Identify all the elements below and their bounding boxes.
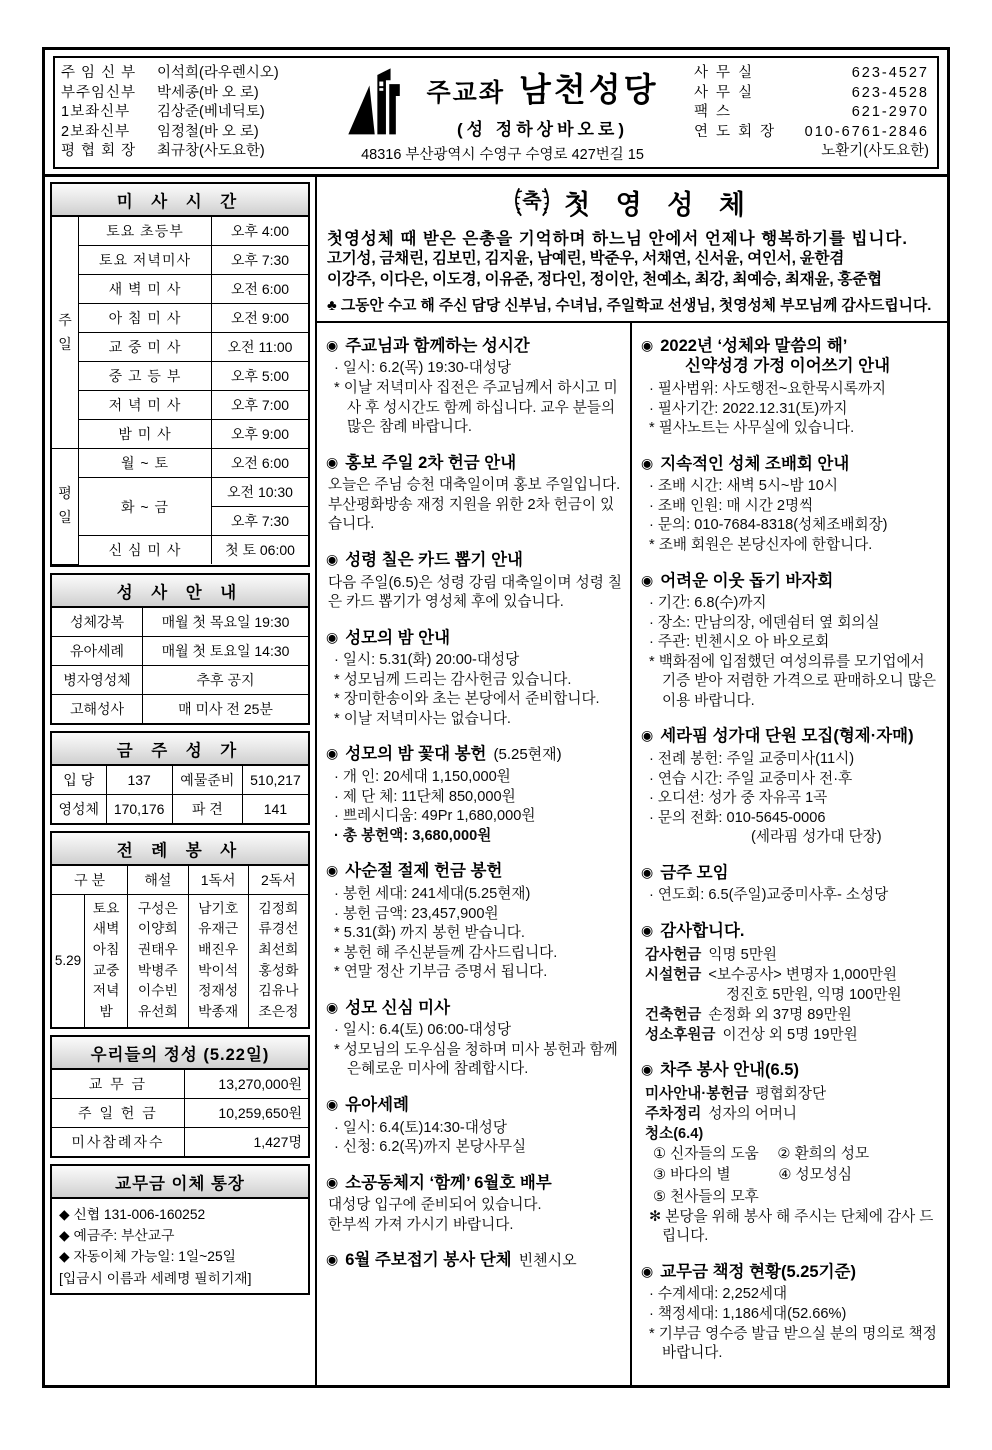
notice-title: 2022년 ‘성체와 말씀의 해’ — [660, 336, 848, 355]
reader2-list — [248, 894, 308, 1027]
reader: 유재근 — [198, 921, 239, 937]
notice-bullet-icon: ◉ — [326, 998, 339, 1015]
notice-line: · 필사기간: 2022.12.31(토)까지 — [649, 400, 848, 417]
hymns-table — [52, 766, 308, 823]
mass-time: 첫 토 06:00 — [212, 536, 309, 565]
service-assignment — [641, 1124, 939, 1144]
notice-marian-night — [326, 628, 622, 730]
notice-line: · 일시: 6.4(토)14:30-대성당 — [334, 1119, 507, 1136]
church-logo-icon — [347, 65, 413, 139]
notice-title: 사순절 절제 헌금 봉헌 — [345, 862, 503, 881]
sacrament-name: 유아세례 — [52, 636, 143, 665]
donation-detail: 익명 5만원 — [708, 946, 777, 963]
notice-line: * 이날 저녁미사는 없습니다. — [334, 710, 511, 727]
mass-schedule-title: 미 사 시 간 — [52, 184, 308, 217]
column-header: 2독서 — [248, 866, 308, 895]
service-slot: 토요 — [92, 900, 120, 916]
first-communion-names-line2: 이강주, 이다은, 이도경, 이유준, 정다인, 정이안, 천예소, 최강, 최예승, 최재윤, 홍준협 — [327, 270, 882, 288]
contact-label — [694, 142, 821, 162]
hymn-slot: 예물준비 — [172, 766, 242, 795]
notice-thanks-donations — [641, 921, 939, 1045]
hymn-number: 137 — [106, 766, 172, 795]
mass-name: 중 고 등 부 — [79, 362, 212, 391]
sacrament-time: 추후 공지 — [143, 665, 309, 694]
column-header: 해설 — [128, 866, 188, 895]
bulletin-sheet — [42, 47, 950, 1388]
notice-bullet-icon: ◉ — [326, 1251, 339, 1268]
contact-value: 621-2970 — [851, 104, 929, 121]
notice-title: 지속적인 성체 조배회 안내 — [660, 454, 850, 473]
mass-name: 아 침 미 사 — [79, 304, 212, 333]
contact-row — [694, 123, 929, 143]
notice-title-suffix: (5.25현재) — [493, 746, 562, 764]
service-group: 평협회장단 — [755, 1085, 827, 1102]
notice-bullet-icon: ◉ — [641, 336, 654, 353]
mass-time: 오후 7:30 — [212, 246, 309, 275]
notice-line: · 신청: 6.2(목)까지 본당사무실 — [334, 1139, 527, 1156]
notice-flower-offering — [326, 744, 622, 846]
mass-name: 교 중 미 사 — [79, 333, 212, 362]
service-slot: 밤 — [99, 1003, 113, 1019]
church-patron: (성 정하상바오로) — [457, 120, 628, 139]
svg-text:축: 축 — [522, 190, 542, 213]
liturgy-service-section — [50, 831, 310, 1029]
sacraments-table — [52, 608, 308, 723]
mass-name: 화 ~ 금 — [79, 478, 212, 536]
first-communion-banner — [317, 177, 947, 323]
contact-label: 사 무 실 — [694, 65, 755, 81]
notice-bullet-icon: ◉ — [641, 921, 654, 938]
notice-title: 성모의 밤 꽃대 봉헌 — [345, 745, 487, 764]
reader: 류경선 — [258, 921, 299, 937]
notice-line: · 쁘레시디움: 49Pr 1,680,000원 — [334, 808, 536, 825]
notice-line: · 일시: 5.31(화) 20:00-대성당 — [334, 652, 520, 669]
column-header: 1독서 — [188, 866, 248, 895]
clergy-name: 이석희(라우렌시오) — [157, 65, 279, 81]
notice-line: 대성당 입구에 준비되어 있습니다. — [328, 1197, 542, 1214]
notice-inline-text: 빈첸시오 — [518, 1252, 577, 1270]
notice-title: 유아세례 — [345, 1096, 409, 1115]
contact-row — [694, 142, 929, 162]
notice-adoration — [641, 454, 939, 556]
service-slot: 저녁 — [92, 983, 120, 999]
first-communion-thanks: ♣ 그동안 수고 해 주신 담당 신부님, 수녀님, 주일학교 선생님, 첫영성체 부모님께 감사드립니다. — [327, 297, 932, 314]
notice-line: · 개 인: 20세대 1,150,000원 — [334, 769, 511, 786]
notice-lent-offering — [326, 861, 622, 982]
account-line: ◆ 예금주: 부산교구 — [59, 1228, 175, 1243]
group-label: 평일 — [52, 449, 79, 565]
notice-line: · 필사범위: 사도행전~요한묵시록까지 — [649, 381, 887, 398]
mass-time: 오전 11:00 — [212, 333, 309, 362]
notice-line: * 봉헌 해 주신분들께 감사드립니다. — [334, 944, 558, 961]
donation-type: 건축헌금 — [645, 1006, 702, 1023]
notice-tithe-status — [641, 1262, 939, 1364]
notice-line: · 문의 전화: 010-5645-0006 — [649, 809, 826, 826]
contact-value: 010-6761-2846 — [804, 123, 929, 140]
notice-line: · 연습 시간: 주일 교중미사 전·후 — [649, 770, 853, 787]
clergy-list — [61, 62, 311, 164]
reader: 남기호 — [198, 900, 239, 916]
mass-time: 오후 9:00 — [212, 420, 309, 449]
first-communion-title: 첫 영 성 체 — [564, 189, 754, 220]
donation-detail: <보수공사> 변명자 1,000만원 — [708, 966, 897, 983]
clergy-row — [61, 103, 311, 123]
donation-detail: 이건상 외 5명 19만원 — [722, 1027, 858, 1044]
notice-bullet-icon: ◉ — [641, 454, 654, 471]
service-duty: 청소(6.4) — [645, 1126, 704, 1143]
clergy-role: 평 협 회 장 — [61, 143, 137, 160]
donation-line — [641, 965, 939, 985]
church-title: 남천성당 — [518, 71, 659, 108]
notice-title: 성모의 밤 안내 — [345, 628, 451, 647]
mass-time: 오후 7:30 — [212, 507, 309, 536]
first-communion-names-line1: 고기성, 금채린, 김보민, 김지윤, 남예린, 박준우, 서채연, 신서윤, 여인서, 윤한겸 — [327, 250, 845, 267]
offerings-table — [52, 1070, 308, 1156]
notice-holy-spirit-cards — [326, 550, 622, 613]
service-group: 성자의 어머니 — [708, 1105, 798, 1122]
masthead — [311, 62, 694, 164]
service-duty: 미사안내·봉헌금 — [645, 1085, 749, 1102]
hymn-slot: 입 당 — [52, 766, 106, 795]
service-slot: 교중 — [92, 962, 120, 978]
notice-line: * 연말 정산 기부금 증명서 됩니다. — [334, 964, 548, 981]
notice-line: · 조배 인원: 매 시간 2명씩 — [649, 497, 814, 514]
main-content — [45, 174, 947, 1385]
hymn-slot: 영성체 — [52, 794, 106, 823]
reader: 배진우 — [198, 941, 239, 957]
notice-line: * 장미한송이와 초는 본당에서 준비합니다. — [334, 691, 600, 708]
contact-value: 623-4527 — [851, 65, 929, 81]
notice-line: · 주관: 빈첸시오 아 바오로회 — [649, 634, 830, 651]
notice-line: · 일시: 6.2(목) 19:30-대성당 — [334, 360, 512, 377]
notice-marian-devotion-mass — [326, 998, 622, 1080]
reader: 조은정 — [258, 1003, 299, 1019]
notice-title: 어려운 이웃 돕기 바자회 — [660, 571, 834, 590]
notice-title: 주교님과 함께하는 성시간 — [345, 336, 530, 355]
commentator: 구성은 — [137, 900, 178, 916]
commentator: 이양희 — [137, 921, 178, 937]
clergy-row — [61, 64, 311, 84]
notice-line: 한부씩 가져 가시기 바랍니다. — [328, 1216, 514, 1233]
clergy-role: 주 임 신 부 — [61, 65, 137, 81]
transfer-account-section — [50, 1164, 310, 1296]
mass-name: 저 녁 미 사 — [79, 391, 212, 420]
commentator: 권태우 — [137, 941, 178, 957]
notice-line: * 5.31(화) 까지 봉헌 받습니다. — [334, 925, 525, 942]
commentator: 이수빈 — [137, 983, 178, 999]
donation-type: 감사헌금 — [645, 946, 702, 963]
first-communion-intro: 첫영성체 때 받은 은총을 기억하며 하느님 안에서 언제나 행복하기를 빕니다. — [327, 230, 908, 248]
notice-title: 감사합니다. — [660, 921, 745, 940]
clergy-role: 2보좌신부 — [61, 123, 131, 140]
notice-bullet-icon: ◉ — [326, 628, 339, 645]
cleaning-group-line: ① 신자들의 도움 ② 환희의 성모 — [653, 1146, 870, 1163]
cleaning-group-line: ③ 바다의 별 ④ 성모성심 — [653, 1167, 852, 1184]
notice-choir-recruitment — [641, 726, 939, 847]
liturgy-service-title: 전 례 봉 사 — [52, 833, 308, 866]
notice-bullet-icon: ◉ — [326, 550, 339, 567]
clergy-row — [61, 123, 311, 143]
reader: 최선희 — [258, 941, 299, 957]
hymn-slot: 파 견 — [172, 794, 242, 823]
clergy-row — [61, 84, 311, 104]
notice-bible-transcription — [641, 336, 939, 439]
hymn-number: 170,176 — [106, 794, 172, 823]
sacrament-time: 매월 첫 토요일 14:30 — [143, 636, 309, 665]
right-column — [632, 323, 947, 1385]
donation-line — [641, 1025, 939, 1045]
group-label: 주일 — [52, 217, 79, 449]
notice-line-total: · 총 봉헌액: 3,680,000원 — [334, 827, 492, 844]
header — [53, 56, 939, 169]
offerings-section — [50, 1035, 310, 1158]
mass-time: 오후 7:00 — [212, 391, 309, 420]
notice-line: * 성모님께 드리는 감사헌금 있습니다. — [334, 671, 572, 688]
hymn-number: 141 — [242, 794, 308, 823]
notice-bullet-icon: ◉ — [326, 1096, 339, 1113]
offering-name: 미사참례자수 — [52, 1127, 184, 1156]
mass-schedule-table — [52, 217, 308, 565]
transfer-account-title: 교무금 이체 통장 — [52, 1166, 308, 1199]
mass-name: 신 심 미 사 — [79, 536, 212, 565]
service-duty: 주차정리 — [645, 1105, 702, 1122]
clergy-name: 최규창(사도요한) — [157, 143, 265, 160]
offering-amount: 1,427명 — [184, 1127, 308, 1156]
notice-line: · 제 단 체: 11단체 850,000원 — [334, 788, 516, 805]
notice-title: 홍보 주일 2차 헌금 안내 — [345, 453, 517, 472]
clergy-role: 부주임신부 — [61, 84, 137, 101]
notice-line: · 장소: 만남의장, 에덴쉼터 옆 회의실 — [649, 614, 880, 631]
notice-bullet-icon: ◉ — [326, 1173, 339, 1190]
mass-name: 토요 초등부 — [79, 217, 212, 246]
notice-line: · 문의: 010-7684-8318(성체조배회장) — [649, 517, 888, 534]
liturgy-service-table — [52, 866, 308, 1027]
reader: 홍성화 — [258, 962, 299, 978]
notice-title: 금주 모임 — [660, 863, 729, 882]
donation-line — [641, 985, 939, 1005]
notice-line: · 오디션: 성가 중 자유곡 1곡 — [649, 790, 828, 807]
donation-type: 시설헌금 — [645, 966, 702, 983]
donation-detail: 손정화 외 37명 89만원 — [708, 1006, 852, 1023]
notice-bullet-icon: ◉ — [326, 336, 339, 353]
notice-line: * 기부금 영수증 발급 받으실 분의 명의로 책정 바랍니다. — [649, 1325, 937, 1362]
notice-line: ✻ 본당을 위해 봉사 해 주시는 단체에 감사 드립니다. — [649, 1208, 934, 1245]
column-header: 구 분 — [52, 866, 128, 895]
reader: 박종재 — [198, 1003, 239, 1019]
offering-amount: 10,259,650원 — [184, 1098, 308, 1127]
mass-time: 오후 5:00 — [212, 362, 309, 391]
notice-charity-bazaar — [641, 571, 939, 712]
clergy-name: 임정철(바 오 로) — [157, 123, 259, 140]
commentator-list — [128, 894, 188, 1027]
clergy-row — [61, 142, 311, 162]
reader: 정재성 — [198, 983, 239, 999]
notice-title: 소공동체지 ‘함께’ 6월호 배부 — [345, 1173, 552, 1192]
notice-line: · 연도회: 6.5(주일)교중미사후- 소성당 — [649, 887, 889, 904]
notice-title: 차주 봉사 안내(6.5) — [660, 1061, 799, 1080]
notice-bullet-icon: ◉ — [326, 745, 339, 762]
mass-time: 오전 9:00 — [212, 304, 309, 333]
cleaning-group-line: ⑤ 천사들의 모후 — [653, 1188, 759, 1205]
notice-line: · 조배 시간: 새벽 5시~밤 10시 — [649, 478, 838, 495]
notice-bullet-icon: ◉ — [641, 1262, 654, 1279]
mass-time: 오전 6:00 — [212, 275, 309, 304]
contact-value: 노환기(사도요한) — [821, 143, 929, 160]
account-line: [입금시 이름과 세례명 필히기재] — [59, 1270, 252, 1286]
notice-line: * 필사노트는 사무실에 있습니다. — [649, 420, 855, 437]
notice-infant-baptism — [326, 1095, 622, 1158]
notice-bulletin-folding — [326, 1250, 622, 1271]
notice-title: 세라핌 성가대 단원 모집(형제·자매) — [660, 727, 914, 746]
left-column — [45, 177, 317, 1385]
contact-row — [694, 84, 929, 104]
account-line: ◆ 자동이체 가능일: 1일~25일 — [59, 1249, 236, 1265]
sacraments-section — [50, 573, 310, 725]
offerings-title: 우리들의 정성 (5.22일) — [52, 1037, 308, 1070]
notice-bullet-icon: ◉ — [641, 727, 654, 744]
notice-title: 6월 주보접기 봉사 단체 — [345, 1251, 512, 1270]
account-line: ◆ 신협 131-006-160252 — [59, 1206, 206, 1222]
church-address: 48316 부산광역시 수영구 수영로 427번길 15 — [361, 147, 644, 163]
notice-line: * 이날 저녁미사 집전은 주교님께서 하시고 미사 후 성시간도 함께 하십니다. 교우 분들의 많은 참례 바랍니다. — [334, 380, 618, 436]
middle-column — [317, 323, 632, 1385]
reader1-list — [188, 894, 248, 1027]
hymn-number: 510,217 — [242, 766, 308, 795]
service-date: 5.29 — [52, 894, 85, 1027]
celebration-wreath-icon — [510, 181, 554, 223]
notice-next-week-service — [641, 1060, 939, 1247]
mass-name: 토요 저녁미사 — [79, 246, 212, 275]
notice-line: * 조배 회원은 본당신자에 한합니다. — [649, 537, 873, 553]
sacrament-time: 매월 첫 목요일 19:30 — [143, 608, 309, 637]
transfer-account-body — [52, 1199, 308, 1294]
sacrament-name: 고해성사 — [52, 694, 143, 723]
clergy-role: 1보좌신부 — [61, 104, 131, 121]
notice-line: · 기간: 6.8(수)까지 — [649, 595, 767, 612]
notice-bullet-icon: ◉ — [641, 863, 654, 880]
notice-bishop-holy-hour — [326, 336, 622, 438]
commentator: 유선희 — [137, 1003, 178, 1019]
notice-line: · 봉헌 세대: 241세대(5.25현재) — [334, 886, 531, 903]
service-slot-list — [85, 894, 128, 1027]
contact-label: 팩 스 — [694, 104, 733, 121]
notice-line: · 봉헌 금액: 23,457,900원 — [334, 905, 499, 922]
clergy-name: 김상준(베네딕토) — [157, 104, 265, 121]
donation-line — [641, 1005, 939, 1025]
notice-paragraph: 다음 주일(6.5)은 성령 강림 대축일이며 성령 칠은 카드 뽑기가 영성체 후에 있습니다. — [328, 574, 622, 611]
notice-title: 성령 칠은 카드 뽑기 안내 — [345, 550, 523, 569]
notice-line: * 백화점에 입점했던 여성의류를 모기업에서 기증 받아 저렴한 가격으로 판매하오니 많은 이용 바랍니다. — [649, 653, 937, 709]
notice-bullet-icon: ◉ — [641, 1061, 654, 1078]
service-assignment — [641, 1084, 939, 1104]
contact-label: 연 도 회 장 — [694, 123, 777, 140]
notice-title-line2: 신약성경 가정 이어쓰기 안내 — [685, 357, 891, 376]
sacrament-time: 매 미사 전 25분 — [143, 694, 309, 723]
service-slot: 아침 — [92, 941, 120, 957]
notice-bullet-icon: ◉ — [641, 571, 654, 588]
reader: 김유나 — [258, 983, 299, 999]
sacrament-name: 병자영성체 — [52, 665, 143, 694]
donation-detail: 정진호 5만원, 익명 100만원 — [726, 986, 902, 1003]
notice-bullet-icon: ◉ — [326, 862, 339, 879]
notice-line: (세라핌 성가대 단장) — [751, 829, 882, 846]
mass-time: 오전 10:30 — [212, 478, 309, 507]
contact-label: 사 무 실 — [694, 84, 755, 101]
donation-line — [641, 945, 939, 965]
service-assignment — [641, 1104, 939, 1124]
reader: 김정희 — [258, 900, 299, 916]
notice-paragraph: 오늘은 주님 승천 대축일이며 홍보 주일입니다. 부산평화방송 재정 지원을 위한 2차 헌금이 있습니다. — [328, 477, 621, 533]
offering-name: 주 일 헌 금 — [52, 1098, 184, 1127]
mass-name: 밤 미 사 — [79, 420, 212, 449]
contact-list — [694, 62, 929, 164]
contact-value: 623-4528 — [851, 84, 929, 101]
notice-weekly-meetings — [641, 863, 939, 906]
service-slot: 새벽 — [92, 921, 120, 937]
notice-title: 교무금 책정 현황(5.25기준) — [660, 1262, 856, 1281]
donation-type: 성소후원금 — [645, 1027, 716, 1044]
notice-line: · 일시: 6.4(토) 06:00-대성당 — [334, 1022, 512, 1039]
notice-bullet-icon: ◉ — [326, 453, 339, 470]
church-title-prefix: 주교좌 — [426, 79, 505, 107]
commentator: 박병주 — [137, 962, 178, 978]
mass-time: 오후 4:00 — [212, 217, 309, 246]
hymns-title: 금 주 성 가 — [52, 733, 308, 766]
notice-second-collection — [326, 453, 622, 535]
notice-line: · 책정세대: 1,186세대(52.66%) — [649, 1305, 847, 1322]
reader: 박이석 — [198, 962, 239, 978]
church-title-block — [427, 64, 659, 140]
notice-line: · 수계세대: 2,252세대 — [649, 1286, 788, 1303]
contact-row — [694, 64, 929, 84]
notice-community-magazine — [326, 1173, 622, 1236]
notice-line: · 전례 봉헌: 주일 교중미사(11시) — [649, 751, 855, 768]
hymns-section — [50, 731, 310, 825]
contact-row — [694, 103, 929, 123]
clergy-name: 박세종(바 오 로) — [157, 84, 259, 101]
mass-schedule-section — [50, 182, 310, 567]
notice-line: * 성모님의 도우심을 청하며 미사 봉헌과 함께 은혜로운 미사에 참례합시다. — [334, 1041, 618, 1078]
offering-amount: 13,270,000원 — [184, 1070, 308, 1099]
sacraments-title: 성 사 안 내 — [52, 575, 308, 608]
sacrament-name: 성체강복 — [52, 608, 143, 637]
offering-name: 교 무 금 — [52, 1070, 184, 1099]
mass-name: 새 벽 미 사 — [79, 275, 212, 304]
notice-title: 성모 신심 미사 — [345, 998, 451, 1017]
mass-time: 오전 6:00 — [212, 449, 309, 478]
mass-name: 월 ~ 토 — [79, 449, 212, 478]
